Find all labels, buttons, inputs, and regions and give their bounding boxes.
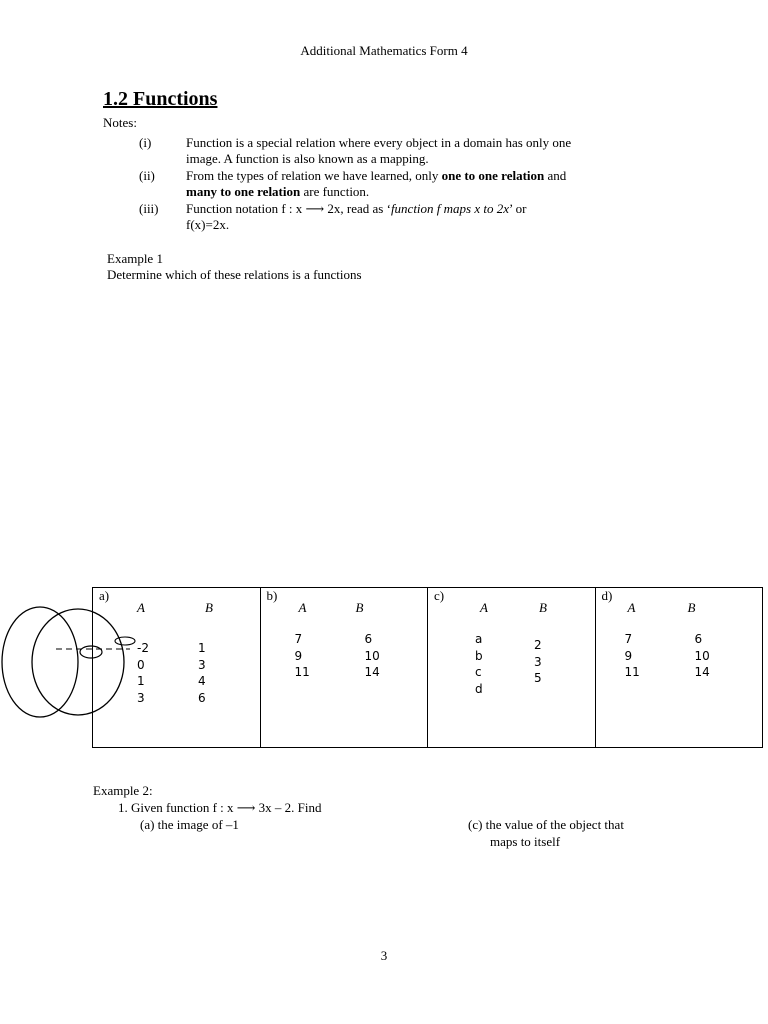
note-1-line-2: image. A function is also known as a mapping.	[186, 151, 429, 166]
set-a-heading: A	[298, 600, 307, 615]
codomain-item: 6	[198, 690, 206, 705]
domain-item: a	[475, 632, 483, 646]
note-2	[186, 168, 566, 200]
domain-item: -2	[137, 641, 149, 655]
domain-item: 11	[294, 665, 310, 679]
note-2-text-d: are function.	[300, 184, 370, 199]
diagram-label: d)	[601, 588, 613, 603]
function-reading: function f maps x to 2x	[390, 201, 510, 216]
section-title: 1.2 Functions	[103, 88, 218, 110]
domain-list	[475, 631, 483, 697]
domain-item: c	[475, 665, 482, 679]
domain-item: 9	[624, 648, 633, 663]
note-number-3: (iii)	[139, 201, 159, 216]
domain-item: 9	[294, 648, 303, 663]
diagram-c	[428, 588, 596, 747]
set-b-heading: B	[355, 600, 364, 615]
question-part-c: (c) the value of the object that	[468, 817, 624, 832]
codomain-item: 2	[534, 638, 542, 652]
set-b-heading: B	[687, 600, 696, 615]
many-to-one-relation: many to one relation	[186, 184, 301, 199]
drawn-ovals	[0, 606, 150, 730]
diagram-label: c)	[434, 588, 445, 603]
diagram-b	[261, 588, 429, 747]
mapping-diagrams-table	[92, 587, 763, 748]
domain-item: b	[475, 648, 483, 663]
note-1	[186, 135, 571, 167]
domain-list	[625, 631, 640, 681]
codomain-item: 14	[694, 665, 710, 679]
domain-list	[295, 631, 310, 681]
example-2-label: Example 2:	[93, 783, 153, 798]
one-to-one-relation: one to one relation	[441, 168, 545, 183]
domain-item: 7	[624, 632, 633, 646]
drawn-oval-tiny	[115, 637, 135, 645]
domain-item: 11	[624, 665, 640, 679]
note-1-line-1: Function is a special relation where every object in a domain has only one	[186, 135, 572, 150]
note-3	[186, 201, 526, 233]
codomain-list	[695, 631, 710, 681]
example-1-question: Determine which of these relations is a functions	[107, 267, 362, 282]
note-3-line-2: f(x)=2x.	[186, 217, 230, 232]
codomain-item: 1	[198, 641, 206, 655]
codomain-item: 10	[364, 648, 380, 663]
codomain-item: 10	[694, 648, 710, 663]
note-2-line-2	[186, 184, 566, 200]
set-b-heading: B	[205, 600, 213, 615]
note-3-text-c: ’ or	[509, 201, 527, 216]
codomain-list	[198, 640, 206, 706]
page-header: Additional Mathematics Form 4	[300, 43, 468, 58]
domain-item: 3	[137, 690, 145, 705]
diagram-d	[596, 588, 763, 747]
diagram-label: b)	[266, 588, 278, 603]
note-number-2: (ii)	[139, 168, 155, 183]
set-a-heading: A	[480, 600, 488, 615]
drawn-oval-left	[2, 607, 78, 717]
note-3-line-1	[186, 201, 526, 217]
set-a-heading: A	[627, 600, 636, 615]
question-part-a: (a) the image of –1	[140, 817, 239, 832]
note-number-1: (i)	[139, 135, 152, 150]
example-2-question-1: 1. Given function f : x ⟶ 3x – 2. Find	[118, 800, 322, 815]
domain-item: 7	[294, 632, 303, 646]
codomain-list	[534, 637, 542, 687]
codomain-item: 6	[364, 632, 373, 646]
codomain-list	[365, 631, 380, 681]
codomain-item: 6	[694, 632, 703, 646]
domain-item: 0	[137, 657, 145, 672]
codomain-item: 14	[364, 665, 380, 679]
codomain-item: 3	[534, 654, 542, 669]
set-a-heading: A	[137, 600, 145, 615]
example-1-label: Example 1	[107, 251, 163, 266]
note-2-line-1	[186, 168, 566, 184]
domain-item: 1	[137, 674, 145, 688]
codomain-item: 3	[198, 657, 206, 672]
domain-item: d	[475, 681, 483, 696]
set-b-heading: B	[539, 600, 547, 615]
drawn-oval-small	[80, 646, 102, 658]
note-3-text-a: Function notation f : x ⟶ 2x, read as ‘	[186, 201, 391, 216]
codomain-item: 4	[198, 674, 206, 688]
note-2-text-a: From the types of relation we have learned, only	[186, 168, 442, 183]
page-number: 3	[380, 948, 388, 963]
question-part-c-line-2: maps to itself	[490, 834, 561, 849]
note-2-text-c: and	[544, 168, 567, 183]
diagram-label: a)	[99, 588, 110, 603]
notes-label: Notes:	[103, 115, 137, 130]
codomain-item: 5	[534, 671, 542, 685]
